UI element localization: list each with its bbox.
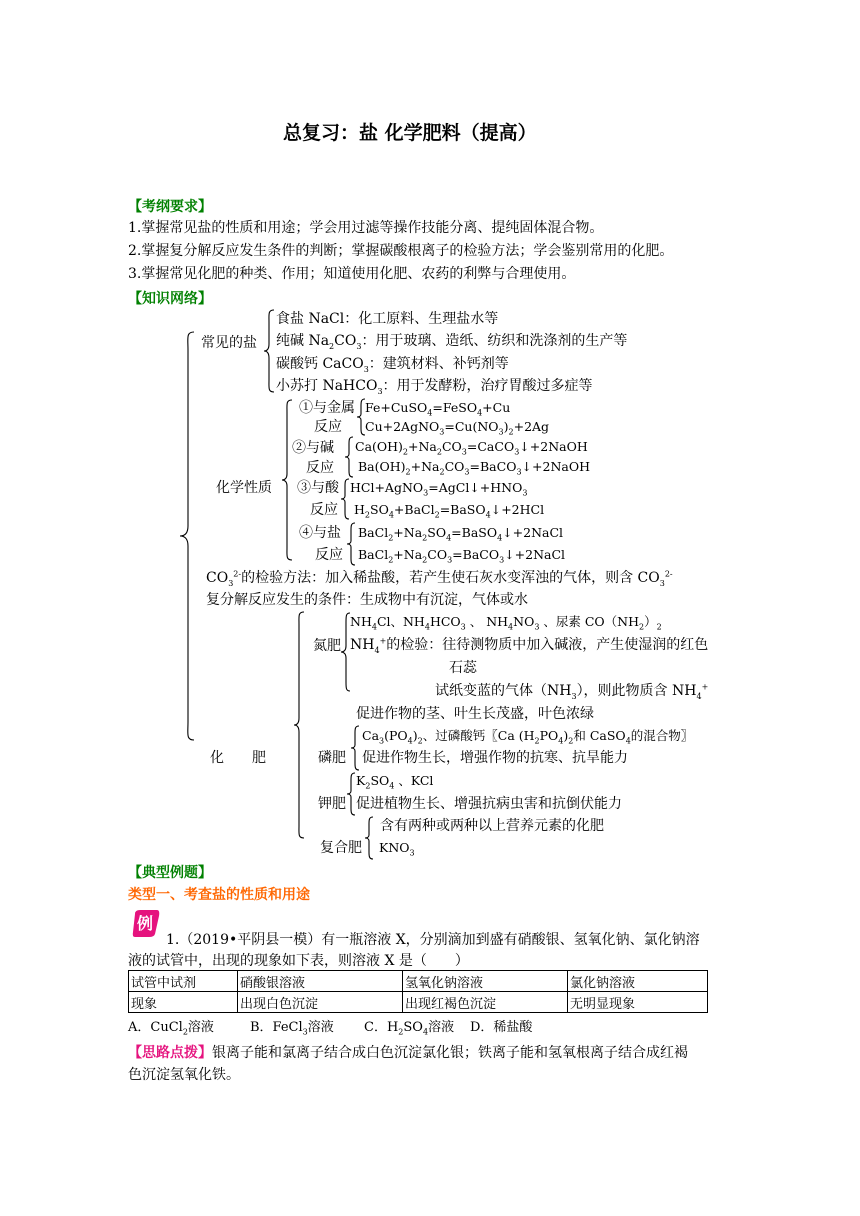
metal-eq1: Fe+CuSO$_4$=FeSO$_4$+Cu: [365, 400, 511, 418]
hint-line1: [128, 1044, 688, 1062]
base-brace: [344, 436, 354, 478]
table-cell: 氢氧化钠溶液: [403, 971, 568, 992]
hint-label: 【思路点拨】: [128, 1045, 212, 1061]
salt-eq1: $BaCl_2+Na_2SO_4=BaSO_4↓+2NaCl$: [358, 525, 564, 543]
syllabus-heading: 【考纲要求】: [128, 199, 212, 215]
experiment-table: [128, 970, 708, 1013]
potassium-label: 钾肥: [318, 796, 346, 812]
acid-brace: [340, 478, 350, 520]
question-1-line2: 液的试管中，出现的现象如下表，则溶液 X 是（ ）: [128, 953, 469, 969]
salt-eq2: $BaCl_2+Na_2CO_3=BaCO_3↓+2NaCl$: [358, 547, 566, 565]
potassium-brace: [346, 772, 356, 816]
metal-label2: 反应: [314, 419, 342, 435]
compound-line1: 含有两种或两种以上营养元素的化肥: [380, 818, 604, 834]
compound-brace: [364, 816, 374, 860]
option-d: D．稀盐酸: [470, 1020, 533, 1035]
example-badge-icon: [131, 908, 161, 938]
nitrogen-effect: 促进作物的茎、叶生长茂盛，叶色浓绿: [356, 706, 594, 722]
base-eq1: $Ca(OH)_2+Na_2CO_3=CaCO_3↓+2NaOH$: [355, 439, 588, 457]
acid-eq2: $H_2SO_4+BaCl_2=BaSO_4↓+2HCl$: [354, 502, 545, 520]
salt-label2: 反应: [315, 547, 343, 563]
chem-props-brace: [280, 398, 294, 562]
nitrogen-label: 氮肥: [313, 638, 341, 654]
network-heading: 【知识网络】: [128, 291, 212, 307]
acid-eq1: $HCl+AgNO_3=AgCl↓+HNO_3$: [350, 480, 528, 498]
fertilizer-label: 化 肥: [210, 750, 266, 766]
salt-nahco3: 小苏打 NaHCO$_3$：用于发酵粉，治疗胃酸过多症等: [276, 378, 593, 396]
potassium-line1: $K_2SO_4$ 、KCl: [356, 773, 434, 791]
hint-text: 银离子能和氯离子结合成白色沉淀氯化银；铁离子能和氢氧根离子结合成红褐: [212, 1045, 688, 1061]
nitrogen-line1: $NH_4Cl$、$NH_4HCO_3$ 、 $NH_4NO_3$ 、尿素 $CO(NH_2)_2$: [350, 614, 662, 632]
table-cell: 现象: [129, 992, 238, 1013]
table-row: [129, 992, 708, 1013]
fertilizer-brace: [292, 610, 306, 840]
chem-props-label: 化学性质: [216, 480, 272, 496]
nitrogen-line2: $NH_4^+$的检验：往待测物质中加入碱液，产生使湿润的红色: [350, 636, 709, 655]
nitrogen-line3: 石蕊: [449, 660, 477, 676]
co3-test: $CO_3^{2-}$的检验方法：加入稀盐酸，若产生使石灰水变浑浊的气体，则含 $CO_3^{2-}$: [206, 569, 673, 588]
salt-caco3: 碳酸钙 CaCO$_3$：建筑材料、补钙剂等: [276, 356, 509, 374]
reaction-condition: 复分解反应发生的条件：生成物中有沉淀，气体或水: [206, 592, 528, 608]
base-label: ②与碱: [292, 440, 334, 456]
table-cell: 硝酸银溶液: [238, 971, 403, 992]
compound-label: 复合肥: [320, 840, 362, 856]
table-cell: 试管中试剂: [129, 971, 238, 992]
compound-line2: $KNO_3$: [379, 840, 415, 858]
common-salts-label: 常见的盐: [201, 335, 257, 351]
option-a: A．CuCl$_2$溶液: [128, 1020, 214, 1037]
salt-nacl: 食盐 NaCl：化工原料、生理盐水等: [276, 311, 499, 327]
phosphate-brace: [350, 725, 360, 771]
salt-na2co3: 纯碱 $Na_2CO_3$：用于玻璃、造纸、纺织和洗涤剂的生产等: [276, 333, 628, 351]
metal-label: ①与金属: [299, 400, 355, 416]
base-eq2: $Ba(OH)_2+Na_2CO_3=BaCO_3↓+2NaOH$: [358, 459, 590, 477]
syllabus-item-1: 1.掌握常见盐的性质和用途；学会用过滤等操作技能分离、提纯固体混合物。: [128, 220, 604, 236]
acid-label2: 反应: [310, 502, 338, 518]
table-cell: 氯化钠溶液: [568, 971, 708, 992]
phosphate-label: 磷肥: [318, 750, 346, 766]
phosphate-line2: 促进作物生长，增强作物的抗寒、抗旱能力: [362, 750, 628, 766]
examples-heading: 【典型例题】: [128, 865, 212, 881]
option-b: B．FeCl$_3$溶液: [250, 1020, 334, 1037]
question-1-line1: 1.（2019•平阴县一模）有一瓶溶液 X，分别滴加到盛有硝酸银、氢氧化钠、氯化钠溶: [166, 932, 700, 948]
table-cell: 无明显现象: [568, 992, 708, 1013]
hint-line2: 色沉淀氢氧化铁。: [128, 1067, 240, 1083]
potassium-line2: 促进植物生长、增强抗病虫害和抗倒伏能力: [356, 796, 622, 812]
base-label2: 反应: [306, 460, 334, 476]
salt-brace: [346, 522, 356, 566]
table-row: [129, 971, 708, 992]
option-c: C．$H_2SO_4$溶液: [364, 1020, 455, 1037]
table-cell: 出现白色沉淀: [238, 992, 403, 1013]
outer-brace: [178, 330, 198, 742]
syllabus-item-2: 2.掌握复分解反应发生条件的判断；掌握碳酸根离子的检验方法；学会鉴别常用的化肥。: [128, 243, 674, 259]
svg-text:例: 例: [136, 914, 154, 933]
acid-label: ③与酸: [297, 480, 339, 496]
phosphate-line1: $Ca_3(PO_4)_2$、过磷酸钙〖Ca $(H_2PO_4)_2$和 CaSO$_4$的混合物〗: [362, 728, 694, 746]
syllabus-item-3: 3.掌握常见化肥的种类、作用；知道使用化肥、农药的利弊与合理使用。: [128, 266, 576, 282]
page-title: 总复习：盐 化学肥料（提高）: [283, 122, 537, 144]
table-cell: 出现红褐色沉淀: [403, 992, 568, 1013]
nitrogen-line4: 试纸变蓝的气体$(NH_3)$，则此物质含 $NH_4^+$: [435, 682, 709, 701]
common-salts-brace: [262, 308, 276, 394]
salt-label: ④与盐: [299, 525, 341, 541]
metal-eq2: $Cu+2AgNO_3=Cu(NO_3)_2+2Ag$: [365, 419, 550, 437]
type1-heading: 类型一、考查盐的性质和用途: [128, 887, 310, 903]
